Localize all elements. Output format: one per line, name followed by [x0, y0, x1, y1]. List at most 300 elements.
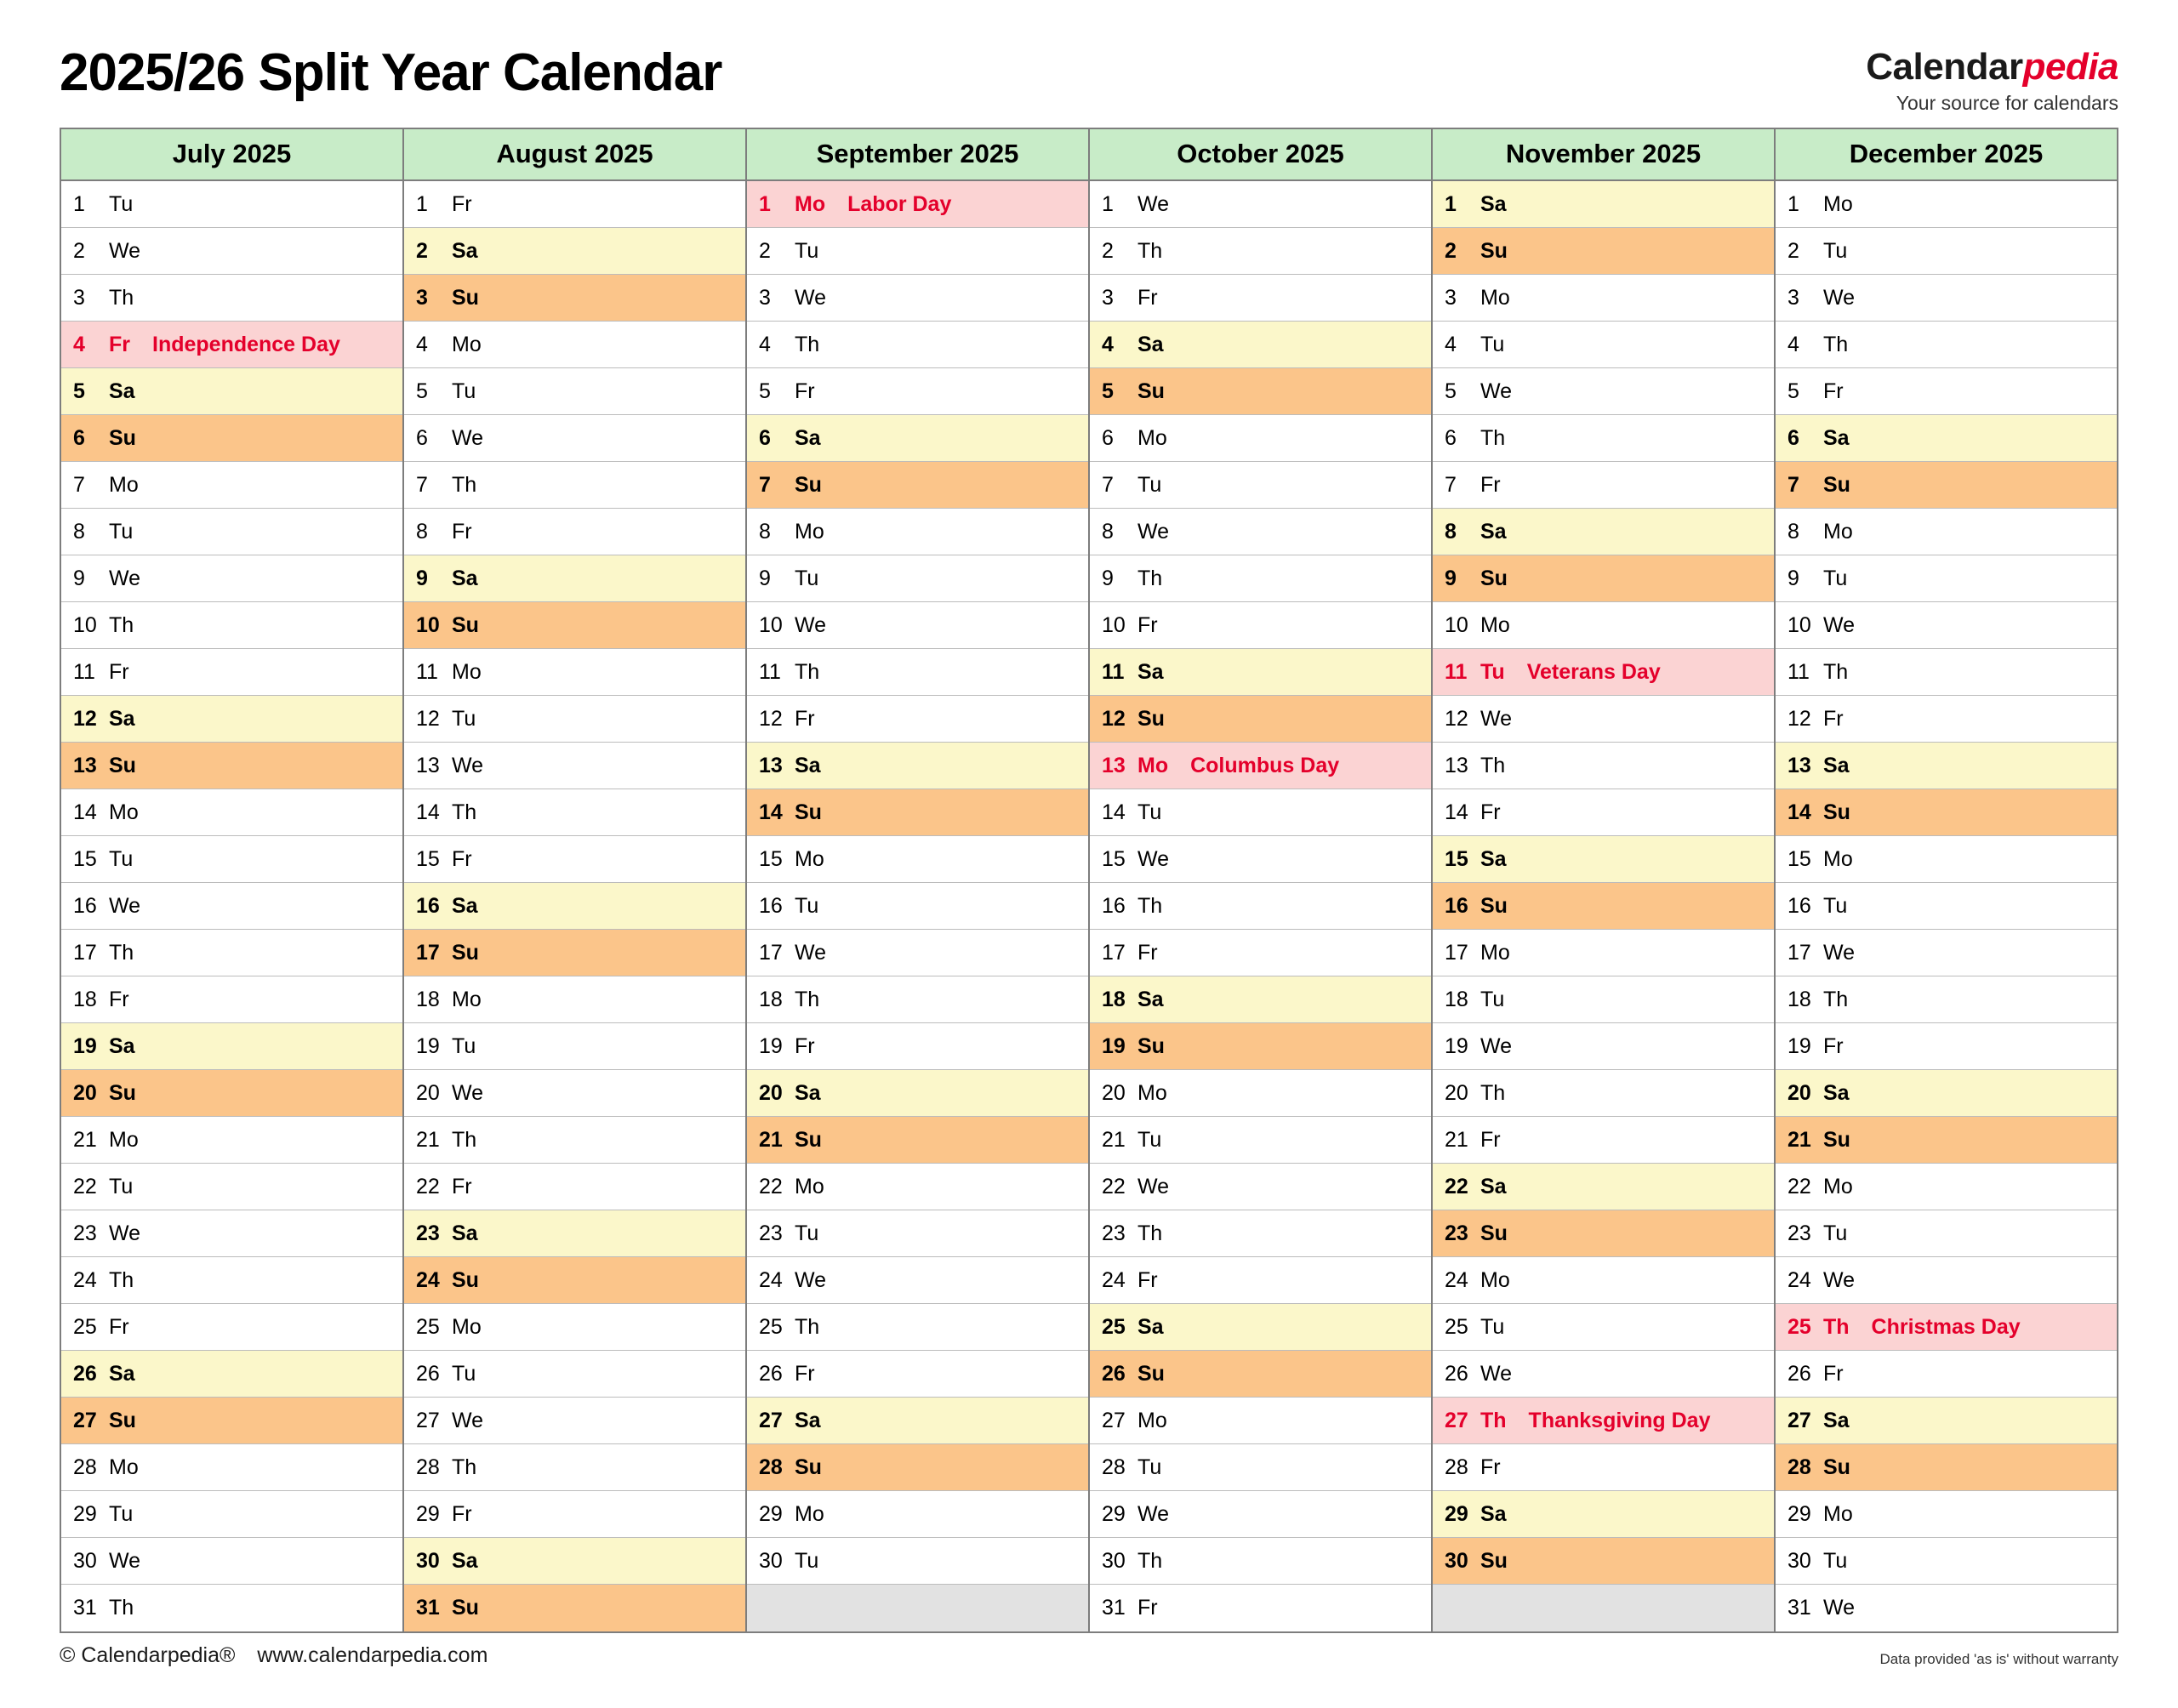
- day-cell: [1776, 930, 2117, 976]
- day-number: 3: [416, 285, 428, 310]
- day-of-week: Mo: [109, 1127, 139, 1152]
- day-cell: [404, 789, 745, 836]
- day-number: 16: [1445, 893, 1468, 918]
- day-cell-empty: [1433, 1585, 1774, 1631]
- day-of-week: Tu: [109, 846, 134, 871]
- day-of-week: We: [795, 940, 827, 965]
- day-cell: [747, 1304, 1088, 1351]
- day-cell: [61, 1538, 402, 1585]
- day-cell: [1433, 462, 1774, 509]
- day-of-week: Sa: [452, 1548, 478, 1573]
- day-number: 20: [759, 1080, 783, 1105]
- day-of-week: Tu: [109, 1501, 134, 1526]
- holiday-label: Labor Day: [847, 191, 952, 216]
- day-number: 7: [759, 472, 771, 497]
- day-of-week: We: [1823, 612, 1856, 637]
- day-of-week: Mo: [1137, 425, 1167, 450]
- day-of-week: Su: [1137, 1033, 1165, 1058]
- day-number: 31: [416, 1596, 440, 1620]
- day-of-week: Su: [1480, 238, 1508, 263]
- day-cell: [1776, 415, 2117, 462]
- day-of-week: Sa: [1823, 1080, 1850, 1105]
- day-of-week: Tu: [452, 706, 476, 731]
- day-cell: [1433, 602, 1774, 649]
- day-number: 22: [759, 1174, 783, 1198]
- day-cell: [404, 649, 745, 696]
- day-cell: [1776, 1444, 2117, 1491]
- holiday-label: Christmas Day: [1871, 1314, 2021, 1339]
- day-cell: [61, 1257, 402, 1304]
- day-of-week: Th: [452, 1127, 477, 1152]
- day-of-week: Mo: [795, 846, 824, 871]
- day-of-week: Mo: [1480, 940, 1510, 965]
- day-of-week: We: [452, 1080, 484, 1105]
- website-link[interactable]: www.calendarpedia.com: [257, 1643, 488, 1667]
- month-column: [1090, 129, 1433, 1631]
- day-of-week: Sa: [1480, 519, 1507, 544]
- day-cell: [61, 1023, 402, 1070]
- day-number: 18: [73, 987, 97, 1011]
- day-number: 22: [73, 1174, 97, 1198]
- day-cell: [61, 275, 402, 322]
- day-cell: [1090, 1585, 1431, 1631]
- day-cell: [61, 1398, 402, 1444]
- day-cell: [1433, 883, 1774, 930]
- day-cell: [747, 930, 1088, 976]
- day-of-week: We: [1137, 191, 1170, 216]
- day-of-week: Mo: [1823, 519, 1853, 544]
- day-of-week: Th: [1137, 893, 1163, 918]
- day-number: 28: [416, 1455, 440, 1479]
- day-cell: [1776, 1164, 2117, 1210]
- day-cell: [1776, 649, 2117, 696]
- day-number: 8: [1787, 519, 1799, 544]
- day-of-week: Sa: [1823, 753, 1850, 777]
- day-number: 6: [1102, 425, 1114, 450]
- month-column: [1433, 129, 1776, 1631]
- day-number: 10: [416, 612, 440, 637]
- day-number: 13: [73, 753, 97, 777]
- day-of-week: Tu: [1823, 893, 1848, 918]
- day-of-week: Sa: [795, 1408, 821, 1432]
- day-of-week: Sa: [1480, 1174, 1507, 1198]
- day-cell: [1776, 322, 2117, 368]
- day-of-week: Sa: [795, 753, 821, 777]
- day-number: 16: [1102, 893, 1126, 918]
- day-number: 25: [73, 1314, 97, 1339]
- day-of-week: Sa: [1480, 191, 1507, 216]
- day-number: 3: [1102, 285, 1114, 310]
- day-cell: [1090, 228, 1431, 275]
- day-of-week: Fr: [452, 1174, 472, 1198]
- day-number: 13: [1102, 753, 1126, 777]
- day-number: 19: [416, 1033, 440, 1058]
- month-header: December 2025: [1776, 129, 2117, 181]
- day-cell: [1433, 1023, 1774, 1070]
- day-of-week: Mo: [452, 332, 482, 356]
- day-cell: [747, 649, 1088, 696]
- day-cell: [404, 1585, 745, 1631]
- day-cell: [61, 1304, 402, 1351]
- day-cell: [404, 1257, 745, 1304]
- day-of-week: Sa: [1137, 987, 1164, 1011]
- day-number: 17: [1787, 940, 1811, 965]
- day-number: 10: [73, 612, 97, 637]
- day-number: 6: [73, 425, 85, 450]
- day-of-week: Su: [452, 285, 479, 310]
- day-number: 26: [1445, 1361, 1468, 1386]
- day-cell: [747, 181, 1088, 228]
- day-number: 3: [1787, 285, 1799, 310]
- day-cell: [747, 1210, 1088, 1257]
- day-number: 23: [1102, 1221, 1126, 1245]
- page-header: [60, 34, 2118, 128]
- day-number: 2: [1102, 238, 1114, 263]
- day-cell: [1090, 275, 1431, 322]
- day-number: 27: [1102, 1408, 1126, 1432]
- day-of-week: We: [1137, 1174, 1170, 1198]
- day-cell: [1433, 1210, 1774, 1257]
- day-number: 1: [73, 191, 85, 216]
- day-cell: [1090, 1444, 1431, 1491]
- day-number: 13: [416, 753, 440, 777]
- day-number: 30: [1102, 1548, 1126, 1573]
- day-of-week: Tu: [1137, 1455, 1162, 1479]
- day-number: 8: [1102, 519, 1114, 544]
- day-cell: [61, 509, 402, 555]
- day-cell: [1776, 743, 2117, 789]
- day-of-week: Fr: [795, 1361, 815, 1386]
- day-of-week: Th: [1480, 425, 1506, 450]
- month-column: [1776, 129, 2117, 1631]
- day-of-week: Fr: [1137, 612, 1158, 637]
- day-number: 6: [416, 425, 428, 450]
- day-of-week: Su: [1823, 800, 1850, 824]
- day-number: 2: [416, 238, 428, 263]
- day-cell: [61, 1585, 402, 1631]
- brand-block: [1866, 34, 2118, 115]
- day-of-week: Mo: [1480, 612, 1510, 637]
- day-of-week: Fr: [1480, 1455, 1501, 1479]
- day-number: 9: [416, 566, 428, 590]
- day-of-week: Th: [1137, 566, 1163, 590]
- day-of-week: Mo: [109, 1455, 139, 1479]
- day-cell: [404, 743, 745, 789]
- day-of-week: We: [795, 1267, 827, 1292]
- day-number: 9: [1445, 566, 1457, 590]
- day-number: 23: [759, 1221, 783, 1245]
- day-number: 25: [1445, 1314, 1468, 1339]
- day-cell: [747, 976, 1088, 1023]
- day-cell: [61, 789, 402, 836]
- day-number: 18: [1445, 987, 1468, 1011]
- day-cell: [1090, 1538, 1431, 1585]
- day-of-week: Su: [1823, 472, 1850, 497]
- day-cell: [404, 836, 745, 883]
- day-cell: [1433, 696, 1774, 743]
- day-number: 27: [73, 1408, 97, 1432]
- day-number: 2: [73, 238, 85, 263]
- day-number: 31: [73, 1596, 97, 1620]
- day-cell: [1433, 976, 1774, 1023]
- month-column: [747, 129, 1090, 1631]
- day-cell: [1776, 976, 2117, 1023]
- day-cell: [747, 228, 1088, 275]
- day-of-week: Su: [452, 612, 479, 637]
- day-number: 30: [1445, 1548, 1468, 1573]
- day-of-week: Fr: [1480, 800, 1501, 824]
- day-number: 8: [759, 519, 771, 544]
- day-of-week: Mo: [795, 191, 826, 216]
- day-cell: [1776, 836, 2117, 883]
- day-of-week: Mo: [1137, 1408, 1167, 1432]
- month-column: [61, 129, 404, 1631]
- page-footer: [60, 1633, 2118, 1668]
- day-of-week: Th: [1480, 1408, 1507, 1432]
- day-number: 26: [416, 1361, 440, 1386]
- month-header: August 2025: [404, 129, 745, 181]
- day-number: 14: [1787, 800, 1811, 824]
- day-number: 17: [1445, 940, 1468, 965]
- day-of-week: Su: [452, 1267, 479, 1292]
- day-of-week: Tu: [109, 1174, 134, 1198]
- day-number: 11: [73, 659, 95, 684]
- day-cell: [404, 883, 745, 930]
- day-number: 9: [73, 566, 85, 590]
- day-cell: [61, 1444, 402, 1491]
- day-number: 6: [1445, 425, 1457, 450]
- day-cell: [404, 1164, 745, 1210]
- day-of-week: Tu: [795, 238, 819, 263]
- day-cell: [404, 1491, 745, 1538]
- day-cell: [1090, 368, 1431, 415]
- day-cell: [1433, 415, 1774, 462]
- day-cell: [1433, 1491, 1774, 1538]
- day-of-week: We: [1480, 379, 1513, 403]
- day-number: 23: [416, 1221, 440, 1245]
- day-number: 17: [1102, 940, 1126, 965]
- day-cell: [61, 1117, 402, 1164]
- day-of-week: Sa: [109, 1033, 135, 1058]
- day-cell: [1090, 322, 1431, 368]
- day-cell: [404, 322, 745, 368]
- day-cell: [747, 1398, 1088, 1444]
- day-number: 16: [416, 893, 440, 918]
- day-of-week: Su: [1480, 893, 1508, 918]
- day-number: 17: [73, 940, 97, 965]
- day-of-week: Tu: [1823, 566, 1848, 590]
- day-number: 18: [1787, 987, 1811, 1011]
- month-header: October 2025: [1090, 129, 1431, 181]
- day-cell: [1090, 1304, 1431, 1351]
- holiday-label: Veterans Day: [1526, 659, 1661, 684]
- day-of-week: Fr: [452, 191, 472, 216]
- day-number: 7: [416, 472, 428, 497]
- day-of-week: Su: [795, 1455, 822, 1479]
- day-number: 17: [759, 940, 783, 965]
- day-of-week: Sa: [1137, 332, 1164, 356]
- day-cell: [1776, 1023, 2117, 1070]
- day-number: 18: [1102, 987, 1126, 1011]
- day-of-week: Fr: [1480, 472, 1501, 497]
- day-cell: [61, 415, 402, 462]
- day-of-week: Fr: [109, 659, 129, 684]
- day-cell: [61, 368, 402, 415]
- day-cell: [747, 368, 1088, 415]
- day-number: 28: [1445, 1455, 1468, 1479]
- day-of-week: Tu: [1480, 659, 1505, 684]
- day-number: 19: [73, 1033, 97, 1058]
- day-cell: [1090, 1491, 1431, 1538]
- day-of-week: Th: [1137, 238, 1163, 263]
- day-number: 5: [73, 379, 85, 403]
- day-cell: [404, 602, 745, 649]
- day-of-week: Su: [1480, 1548, 1508, 1573]
- day-number: 2: [1787, 238, 1799, 263]
- brand-name-part2: pedia: [2022, 46, 2118, 88]
- day-number: 14: [759, 800, 783, 824]
- day-of-week: We: [1823, 940, 1856, 965]
- day-number: 20: [416, 1080, 440, 1105]
- day-of-week: We: [1480, 1033, 1513, 1058]
- day-of-week: Fr: [1137, 285, 1158, 310]
- day-cell: [61, 743, 402, 789]
- day-number: 4: [1102, 332, 1114, 356]
- day-number: 5: [759, 379, 771, 403]
- holiday-label: Independence Day: [152, 332, 340, 356]
- day-number: 21: [73, 1127, 97, 1152]
- day-of-week: We: [1823, 1267, 1856, 1292]
- day-number: 3: [1445, 285, 1457, 310]
- day-number: 27: [1445, 1408, 1468, 1432]
- day-of-week: Th: [1480, 1080, 1506, 1105]
- day-number: 10: [1445, 612, 1468, 637]
- day-of-week: Tu: [1823, 238, 1848, 263]
- day-of-week: Sa: [109, 706, 135, 731]
- day-of-week: Mo: [1823, 191, 1853, 216]
- day-number: 1: [416, 191, 428, 216]
- day-number: 15: [73, 846, 97, 871]
- month-header: July 2025: [61, 129, 402, 181]
- day-cell: [1776, 275, 2117, 322]
- day-cell: [61, 1351, 402, 1398]
- day-number: 23: [1787, 1221, 1811, 1245]
- day-number: 4: [73, 332, 85, 356]
- day-number: 21: [1102, 1127, 1126, 1152]
- day-cell: [1090, 509, 1431, 555]
- day-number: 21: [416, 1127, 440, 1152]
- day-cell: [1776, 883, 2117, 930]
- day-number: 30: [1787, 1548, 1811, 1573]
- day-of-week: Sa: [795, 425, 821, 450]
- day-of-week: Fr: [1480, 1127, 1501, 1152]
- day-cell: [1776, 1117, 2117, 1164]
- day-number: 11: [759, 659, 781, 684]
- day-of-week: Th: [1823, 659, 1849, 684]
- day-number: 14: [1102, 800, 1126, 824]
- day-cell: [404, 228, 745, 275]
- day-cell: [61, 555, 402, 602]
- day-cell: [61, 462, 402, 509]
- day-number: 29: [1445, 1501, 1468, 1526]
- day-cell: [1433, 1538, 1774, 1585]
- day-cell: [1090, 1070, 1431, 1117]
- day-number: 14: [1445, 800, 1468, 824]
- day-cell: [1090, 602, 1431, 649]
- day-number: 13: [759, 753, 783, 777]
- day-number: 11: [1102, 659, 1125, 684]
- day-cell: [1433, 1444, 1774, 1491]
- day-cell: [1090, 836, 1431, 883]
- day-of-week: Su: [795, 472, 822, 497]
- day-cell: [1090, 1351, 1431, 1398]
- day-of-week: Th: [1823, 1314, 1850, 1339]
- day-number: 19: [1445, 1033, 1468, 1058]
- holiday-label: Columbus Day: [1190, 753, 1340, 777]
- day-of-week: Th: [795, 659, 820, 684]
- day-of-week: Mo: [452, 1314, 482, 1339]
- day-cell: [61, 930, 402, 976]
- day-of-week: We: [452, 753, 484, 777]
- day-cell: [1433, 1398, 1774, 1444]
- day-of-week: Fr: [452, 846, 472, 871]
- day-of-week: Th: [795, 1314, 820, 1339]
- day-cell: [747, 1023, 1088, 1070]
- day-number: 5: [1787, 379, 1799, 403]
- day-cell: [747, 789, 1088, 836]
- day-number: 17: [416, 940, 440, 965]
- day-cell: [1433, 1117, 1774, 1164]
- day-of-week: Mo: [795, 1501, 824, 1526]
- day-cell: [1433, 789, 1774, 836]
- day-number: 13: [1787, 753, 1811, 777]
- day-of-week: Sa: [109, 1361, 135, 1386]
- day-cell: [747, 1491, 1088, 1538]
- day-of-week: Su: [109, 1080, 136, 1105]
- day-cell-empty: [747, 1585, 1088, 1631]
- day-cell: [404, 509, 745, 555]
- day-cell: [1776, 1491, 2117, 1538]
- day-cell: [1090, 976, 1431, 1023]
- day-number: 21: [1787, 1127, 1811, 1152]
- day-cell: [404, 1070, 745, 1117]
- day-of-week: We: [1480, 706, 1513, 731]
- day-number: 29: [1102, 1501, 1126, 1526]
- day-number: 27: [416, 1408, 440, 1432]
- day-of-week: Su: [795, 800, 822, 824]
- day-of-week: Mo: [1823, 1174, 1853, 1198]
- day-of-week: Tu: [1823, 1221, 1848, 1245]
- day-number: 16: [759, 893, 783, 918]
- day-number: 24: [73, 1267, 97, 1292]
- day-of-week: Sa: [452, 566, 478, 590]
- day-of-week: Tu: [452, 1361, 476, 1386]
- day-cell: [61, 649, 402, 696]
- day-of-week: Fr: [452, 1501, 472, 1526]
- day-of-week: Fr: [795, 706, 815, 731]
- day-cell: [1776, 509, 2117, 555]
- disclaimer-text: Data provided 'as is' without warranty: [1879, 1651, 2118, 1667]
- day-cell: [1776, 555, 2117, 602]
- day-cell: [1090, 789, 1431, 836]
- day-number: 6: [759, 425, 771, 450]
- day-cell: [1090, 462, 1431, 509]
- day-of-week: Tu: [795, 566, 819, 590]
- day-number: 12: [1102, 706, 1126, 731]
- day-cell: [404, 462, 745, 509]
- day-number: 22: [1102, 1174, 1126, 1198]
- day-number: 15: [1445, 846, 1468, 871]
